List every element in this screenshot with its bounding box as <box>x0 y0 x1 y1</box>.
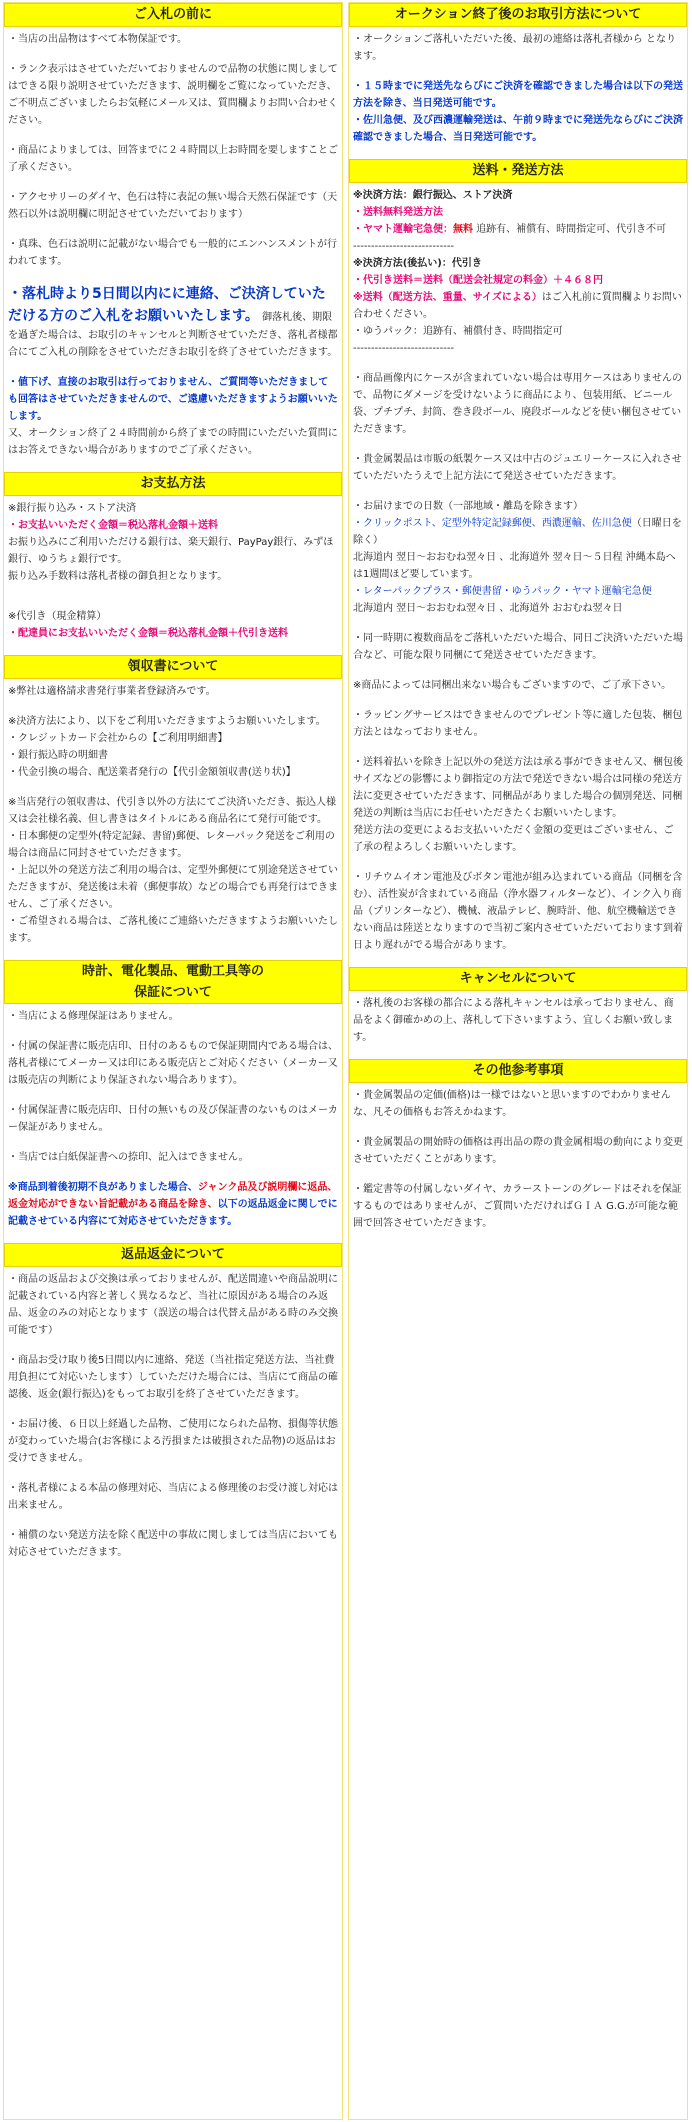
text: ・商品画像内にケースが含まれていない場合は専用ケースはありませんので、品物にダメージを受けないように商品により、包装用紙、ビニール袋、プチプチ、封筒、巻き段ボール、廃段ボールなどを使い梱包させていただきます。 <box>353 373 682 435</box>
text: ・商品お受け取り後5日間以内に連絡、発送（当社指定発送方法、当社費用負担にて対応いたします）していただけた場合には、当店にて商品の確認後、返金(銀行振込)をもってお取引を終了させていただきます。 <box>8 1355 338 1400</box>
text: ・当店による修理保証はありません。 <box>8 1011 179 1022</box>
text: （日曜日を除く） <box>353 518 682 546</box>
heading-returns: 返品返金について <box>4 1243 342 1267</box>
separator: ---------------------------- <box>353 241 455 252</box>
text: ・ランク表示はさせていただいておりませんので品物の状態に関しましてはできる限り説明させていただきます、説明欄をご覧になっていただき、ご不明点ございましたらお気軽にメール又は、質問欄よりお問い合わせください。 <box>8 64 338 126</box>
text: ・日本郵便の定型外(特定記録、書留)郵便、レターパック発送をご利用の場合は商品に同封させていただきます。 <box>8 831 335 859</box>
text: 発送方法の変更によるお支払いいただく金額の変更はございません、ご了承の程よろしくお願いいたします。 <box>353 825 674 853</box>
highlight-text: ・落札時より5日間以内にに連絡、ご決済していただける方のご入札をお願いいたします。 <box>8 286 326 324</box>
text: ※弊社は適格請求書発行事業者登録済みです。 <box>8 686 216 697</box>
text: ・オークションご落札いただいた後、最初の連絡は落札者様から となります。 <box>353 34 676 62</box>
text: ・ゆうパック：追跡有、補償付き、時間指定可 <box>353 326 563 337</box>
highlight-text: ジャンク品及び説明欄に返品、返金対応ができない旨記載がある商品を除き、 <box>8 1182 338 1210</box>
highlight-text: 以下の返品返金に関しでに記載させている内容にて対応させていただきます。 <box>8 1199 338 1227</box>
right-column <box>348 2 688 2120</box>
highlight-text: ※商品到着後初期不良がありました場合、 <box>8 1182 198 1193</box>
heading-before-bid: ご入札の前に <box>4 3 342 27</box>
text: ※銀行振り込み・ストア決済 <box>8 503 137 514</box>
highlight-text: ・お支払いいただく金額＝税込落札金額＋送料 <box>8 520 218 531</box>
text: 北海道内 翌日〜おおむね翌々日 、北海道外 おおむね翌々日 <box>353 603 623 614</box>
highlight-text: ・佐川急便、及び西濃運輸発送は、午前９時までに発送先ならびにご決済確認できました場合、当日発送可能です。 <box>353 115 683 143</box>
text: ・当店では白紙保証書への捺印、記入はできません。 <box>8 1152 249 1163</box>
text: ・鑑定書等の付属しないダイヤ、カラーストーンのグレードはそれを保証するものではありませんが、ご質問いただければＧＩＡ G.G.が可能な範囲で回答させていただきます。 <box>353 1184 682 1229</box>
text: ・ご希望される場合は、ご落札後にご連絡いただきますようお願いいたします。 <box>8 916 338 944</box>
text: ・落札者様による本品の修理対応、当店による修理後のお受け渡し対応は出来ません。 <box>8 1483 338 1511</box>
text: ・送料着払いを除き上記以外の発送方法は承る事ができません又、梱包後サイズなどの影響により御指定の方法で発送できない場合は同様の発送方法に変更させていただきます、同梱品がありました場合の個別発送、同梱発送の判断は当店にお任せいただきたくお願いいたします。 <box>353 757 683 819</box>
text: ・落札後のお客様の都合による落札キャンセルは承っておりません、商品をよく御確かめの上、落札して下さいますよう、宜しくお願い致します。 <box>353 998 674 1043</box>
delivery-carriers <box>353 515 683 549</box>
highlight-text: ・クリックポスト、定型外特定記録郵便、西濃運輸、佐川急便 <box>353 518 632 529</box>
text: ・補償のない発送方法を除く配送中の事故に関しましては当店においても対応させていただきます。 <box>8 1530 338 1558</box>
text: お振り込みにご利用いただける銀行は、楽天銀行、PayPay銀行、みずほ銀行、ゆうちょ銀行です。 <box>8 537 334 565</box>
highlight-text: ※送料（配送方法、重量、サイズによる） <box>353 292 542 303</box>
text: ・アクセサリーのダイヤ、色石は特に表記の無い場合天然石保証です（天然石以外は説明欄に明記させていただいております） <box>8 192 338 220</box>
heading-warranty <box>4 960 342 1004</box>
text: ・付属の保証書に販売店印、日付のあるもので保証期間内である場合は、落札者様にてメーカー又は印にある販売店とご対応ください（メーカー又は販売店の判断により保証されない場合あります）。 <box>8 1041 338 1086</box>
text: ・同一時期に複数商品をご落札いただいた場合、同日ご決済いただいた場合など、可能な限り同梱にて発送させていただきます。 <box>353 633 683 661</box>
text: ・代金引換の場合、配送業者発行の【代引金額領収書(送り状)】 <box>8 767 296 778</box>
text: 又、オークション終了２４時間前から終了までの時間にいただいた質問にはお答えできない場合がありますのでご了承ください。 <box>8 428 338 456</box>
text: ・クレジットカード会社からの【ご利用明細書】 <box>8 733 228 744</box>
heading-after-auction: オークション終了後のお取引方法について <box>349 3 687 27</box>
separator: ---------------------------- <box>353 343 455 354</box>
highlight-text: ・配達員にお支払いいただく金額＝税込落札金額＋代引き送料 <box>8 628 288 639</box>
shipping-inquiry <box>353 289 683 323</box>
text: ・商品によりましては、回答までに２４時間以上お時間を要しますことご了承ください。 <box>8 145 338 173</box>
notice-no-discount <box>8 374 338 459</box>
heading-cancel: キャンセルについて <box>349 967 687 991</box>
text: ・付属保証書に販売店印、日付の無いもの及び保証書のないものはメーカー保証がありません。 <box>8 1105 338 1133</box>
text: はご入札前に質問欄よりお問い合わせください。 <box>353 292 682 320</box>
text: ・上記以外の発送方法ご利用の場合は、定型外郵便にて別途発送させていただきますが、発送後は未着（郵便事故）などの場合でも再発行はできません、ご了承ください。 <box>8 865 338 910</box>
text: ・ラッピングサービスはできませんのでプレゼント等に適した包装、梱包方法とはなっておりません。 <box>353 710 683 738</box>
notice-payment-deadline <box>8 283 338 361</box>
highlight-text: ・送料無料発送方法 <box>353 207 443 218</box>
heading-shipping: 送料・発送方法 <box>349 159 687 183</box>
heading-receipt: 領収書について <box>4 655 342 679</box>
text: ・お届け後、６日以上経過した品物、ご使用になられた品物、損傷等状態が変わっていた場合(お客様による汚損または破損された品物)の返品はお受けできません。 <box>8 1419 338 1464</box>
text: ※当店発行の領収書は、代引き以外の方法にてご決済いただき、振込人様又は会社様名義、但し書きはタイトルにある商品名にて発行可能です。 <box>8 797 336 825</box>
text: ・貴金属製品の開始時の価格は再出品の際の貴金属相場の動向により変更させていただくことがあります。 <box>353 1137 683 1165</box>
text: ・お届けまでの日数（一部地域・離島を除きます） <box>353 501 583 512</box>
text: 北海道内 翌日〜おおむね翌々日 、北海道外 翌々日〜５日程 沖縄本島へは1週間ほど要しています。 <box>353 552 676 580</box>
text: ・商品の返品および交換は承っておりませんが、配送間違いや商品説明に記載されている内容と著しく異なるなど、当社に原因がある場合のみ返品、返金のみの対応となります（誤送の場合は代替え品がある時のみ交換可能です） <box>8 1274 338 1336</box>
text: ・銀行振込時の明細書 <box>8 750 108 761</box>
text: ※決済方法により、以下をご利用いただきますようお願いいたします。 <box>8 716 326 727</box>
notice-initial-defect <box>8 1179 338 1230</box>
highlight-text: ・レターパックプラス・郵便書留・ゆうパック・ヤマト運輸宅急便 <box>353 586 652 597</box>
text: ・真珠、色石は説明に記載がない場合でも一般的にエンハンスメントが行われてます。 <box>8 239 337 267</box>
left-column <box>3 2 343 2120</box>
text: 御落札後、期限を過ぎた場合は、お取引のキャンセルと判断させていただき、落札者様都合にてご入札の削除をさせていただきお取引を終了させていただきます。 <box>8 312 338 358</box>
heading-other-notes: その他参考事項 <box>349 1059 687 1083</box>
highlight-text: ・１５時までに発送先ならびにご決済を確認できました場合は以下の発送方法を除き、当日発送可能です。 <box>353 81 683 109</box>
heading-line: 時計、電化製品、電動工具等の <box>81 964 264 979</box>
text: ※決済方法(後払い)：代引き <box>353 258 482 269</box>
text: ・貴金属製品の定価(価格)は一様ではないと思いますのでわかりませんな、凡その価格もお答えかねます。 <box>353 1090 671 1118</box>
text: ・リチウムイオン電池及びボタン電池が組み込まれている商品（同梱を含む）、活性炭が含まれている商品（浄水器フィルターなど）、インク入り商品（プリンターなど）、機械、液晶テレビ、腕時計、他、航空機輸送できない商品は陸送となりますので当初ご案内させていただいております到着日より遅れがでる場合があります。 <box>353 872 683 951</box>
highlight-text: ・代引き送料＝送料（配送会社規定の料金）＋４６８円 <box>353 275 603 286</box>
highlight-text: ・ヤマト運輸宅急便： <box>353 224 453 235</box>
text: 振り込み手数料は落札者様の御負担となります。 <box>8 571 228 582</box>
heading-payment-method: お支払方法 <box>4 472 342 496</box>
shipping-yamato <box>353 221 683 238</box>
text: ※決済方法：銀行振込、ストア決済 <box>353 190 513 201</box>
heading-line: 保証について <box>134 985 212 1000</box>
highlight-text: 無料 <box>453 224 473 235</box>
text: 追跡有、補償有、時間指定可、代引き不可 <box>473 224 667 235</box>
text: ※代引き（現金精算） <box>8 611 107 622</box>
text: ・当店の出品物はすべて本物保証です。 <box>8 34 187 45</box>
text: ・貴金属製品は市販の紙製ケース又は中古のジュエリーケースに入れさせていただいたうえで上記方法にて発送させていただきます。 <box>353 454 682 482</box>
highlight-text: ・値下げ、直接のお取引は行っておりません、ご質問等いただきましても回答はさせていただきませんので、ご遠慮いただきますようお願いいたします。 <box>8 377 338 422</box>
text: ※商品によっては同梱出来ない場合もございますので、ご了承下さい。 <box>353 680 672 691</box>
